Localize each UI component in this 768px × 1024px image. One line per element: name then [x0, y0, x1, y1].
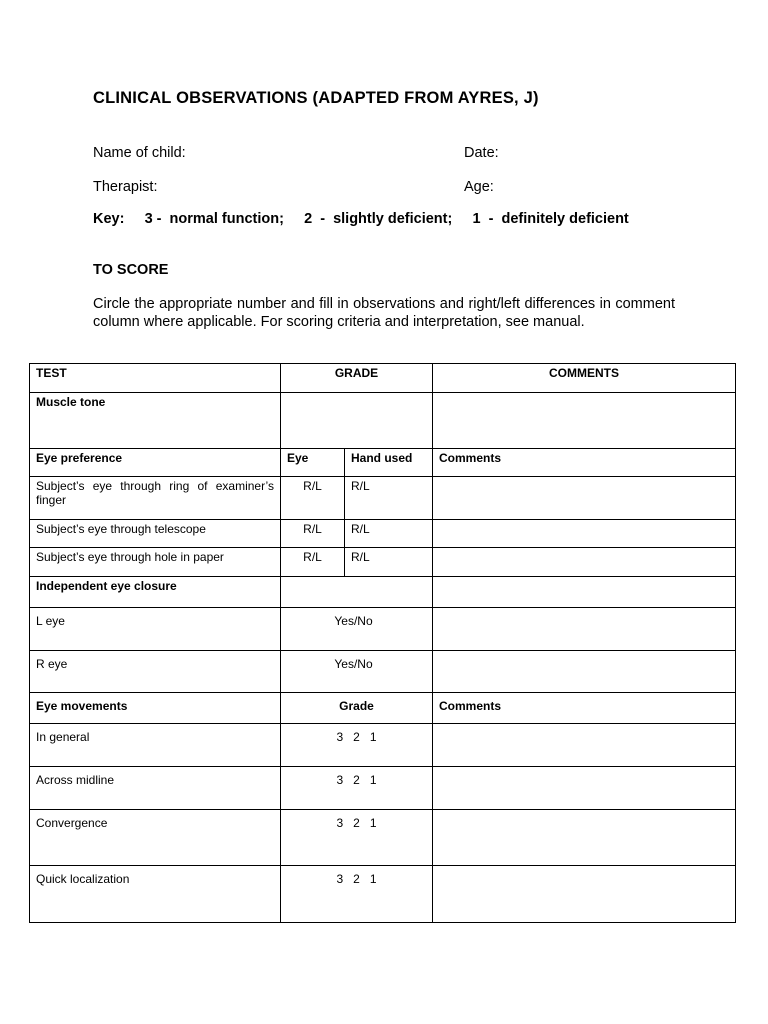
table-row	[30, 810, 736, 866]
table-row	[30, 724, 736, 767]
yes-no-option[interactable]: Yes/No	[281, 608, 433, 651]
comments-header: COMMENTS	[433, 364, 736, 393]
eye-preference-label: Eye preference	[30, 449, 281, 477]
eye-closure-comments-cell[interactable]	[433, 577, 736, 608]
eye-preference-header-row	[30, 449, 736, 477]
comments-cell[interactable]	[433, 477, 736, 520]
yes-no-option[interactable]: Yes/No	[281, 651, 433, 693]
table-row	[30, 651, 736, 693]
scoring-key: Key: 3 - normal function; 2 - slightly deficient; 1 - definitely deficient	[93, 211, 629, 227]
eye-preference-comments-header: Comments	[433, 449, 736, 477]
table-row	[30, 767, 736, 810]
grade-header: GRADE	[281, 364, 433, 393]
eye-closure-row-label: L eye	[30, 608, 281, 651]
page-title: CLINICAL OBSERVATIONS (ADAPTED FROM AYRES, J)	[93, 89, 539, 107]
muscle-tone-grade-cell[interactable]	[281, 393, 433, 449]
eye-option[interactable]: R/L	[281, 548, 345, 577]
table-row	[30, 477, 736, 520]
eye-closure-grade-cell[interactable]	[281, 577, 433, 608]
name-of-child-label: Name of child:	[93, 145, 186, 161]
hand-option[interactable]: R/L	[345, 520, 433, 548]
date-label: Date:	[464, 145, 499, 161]
eye-column-header: Eye	[281, 449, 345, 477]
age-label: Age:	[464, 179, 494, 195]
hand-used-column-header: Hand used	[345, 449, 433, 477]
eye-closure-row-label: R eye	[30, 651, 281, 693]
table-row	[30, 608, 736, 651]
table-row	[30, 393, 736, 449]
eye-movements-grade-header: Grade	[281, 693, 433, 724]
eye-option[interactable]: R/L	[281, 520, 345, 548]
grade-options[interactable]: 3 2 1	[281, 724, 433, 767]
eye-movement-row-label: Across midline	[30, 767, 281, 810]
grade-options[interactable]: 3 2 1	[281, 810, 433, 866]
grade-options[interactable]: 3 2 1	[281, 866, 433, 923]
eye-pref-row-label: Subject’s eye through telescope	[30, 520, 281, 548]
eye-pref-row-label: Subject’s eye through ring of examiner’s finger	[30, 477, 281, 520]
table-row	[30, 866, 736, 923]
independent-eye-closure-label: Independent eye closure	[30, 577, 281, 608]
comments-cell[interactable]	[433, 520, 736, 548]
eye-pref-row-label: Subject’s eye through hole in paper	[30, 548, 281, 577]
hand-option[interactable]: R/L	[345, 477, 433, 520]
comments-cell[interactable]	[433, 866, 736, 923]
comments-cell[interactable]	[433, 651, 736, 693]
comments-cell[interactable]	[433, 608, 736, 651]
hand-option[interactable]: R/L	[345, 548, 433, 577]
comments-cell[interactable]	[433, 810, 736, 866]
eye-movement-row-label: Convergence	[30, 810, 281, 866]
comments-cell[interactable]	[433, 548, 736, 577]
table-row	[30, 548, 736, 577]
eye-movements-label: Eye movements	[30, 693, 281, 724]
eye-movement-row-label: In general	[30, 724, 281, 767]
comments-cell[interactable]	[433, 724, 736, 767]
eye-closure-header-row	[30, 577, 736, 608]
eye-movements-comments-header: Comments	[433, 693, 736, 724]
muscle-tone-label: Muscle tone	[30, 393, 281, 449]
to-score-heading: TO SCORE	[93, 262, 169, 278]
therapist-label: Therapist:	[93, 179, 158, 195]
muscle-tone-comments-cell[interactable]	[433, 393, 736, 449]
eye-movements-header-row	[30, 693, 736, 724]
observation-table	[29, 363, 736, 923]
eye-option[interactable]: R/L	[281, 477, 345, 520]
eye-movement-row-label: Quick localization	[30, 866, 281, 923]
comments-cell[interactable]	[433, 767, 736, 810]
grade-options[interactable]: 3 2 1	[281, 767, 433, 810]
scoring-instructions: Circle the appropriate number and fill in observations and right/left differences in comment column where applicable. For scoring criteria and interpretation, see manual.	[93, 296, 675, 330]
table-row	[30, 520, 736, 548]
table-header-row	[30, 364, 736, 393]
test-header: TEST	[30, 364, 281, 393]
